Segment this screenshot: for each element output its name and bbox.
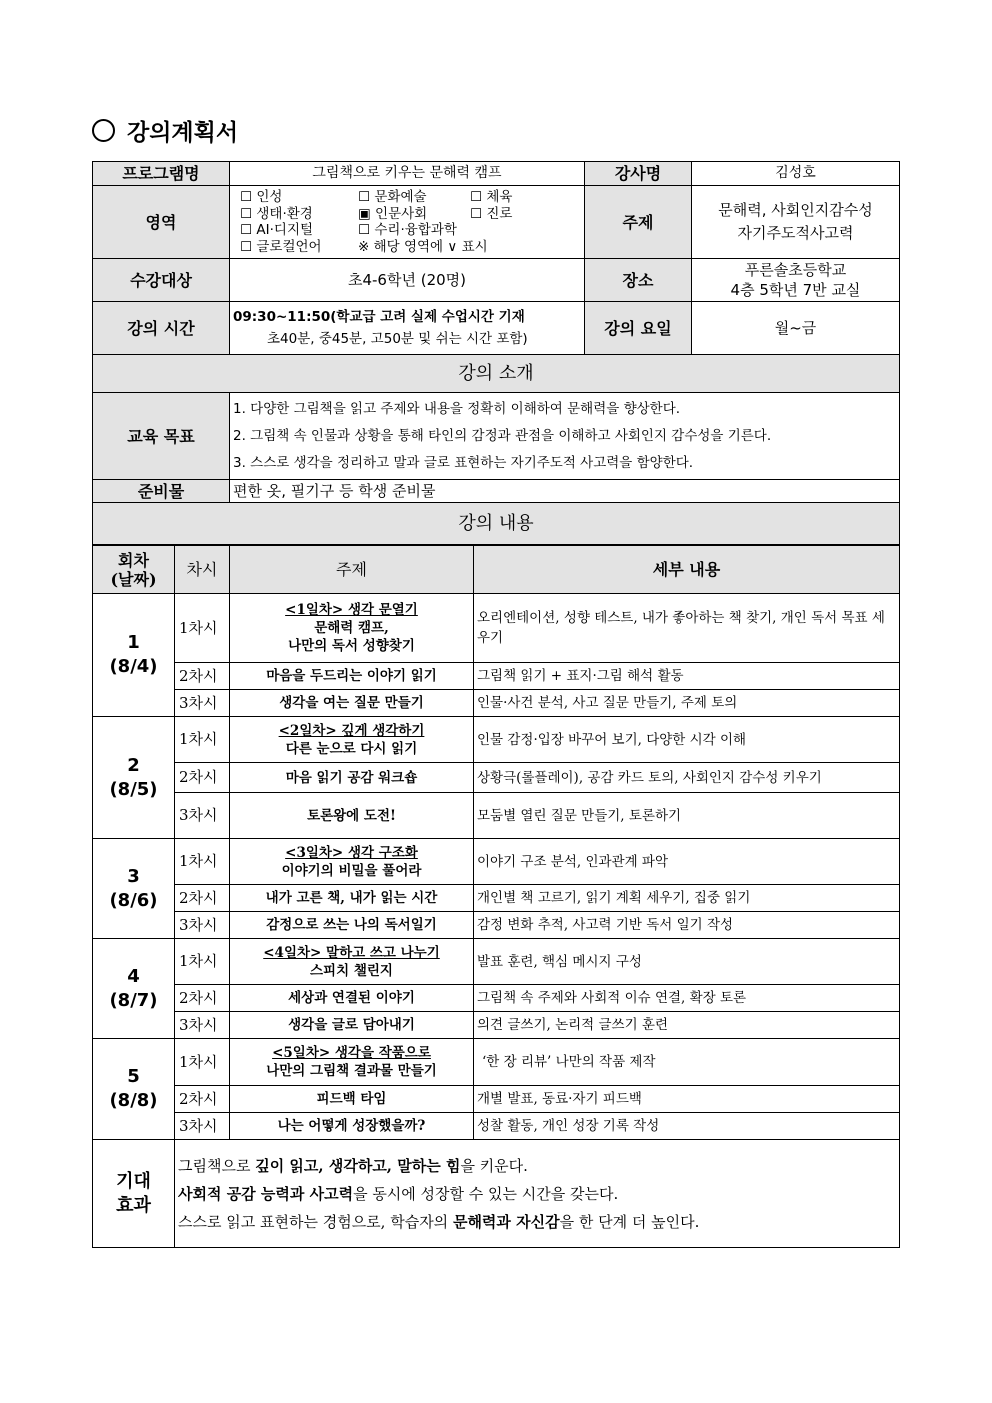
day-cell: 4 (8/7): [93, 939, 175, 1039]
session-cell: 2차시: [175, 985, 230, 1012]
info-table: [92, 161, 900, 545]
day-cell: 2 (8/5): [93, 717, 175, 839]
topic-cell: 토론왕에 도전!: [230, 793, 474, 839]
session-cell: 3차시: [175, 690, 230, 717]
session-cell: 2차시: [175, 763, 230, 793]
area-checkboxes: [230, 186, 585, 259]
table-row: [93, 1086, 900, 1113]
table-row: [93, 763, 900, 793]
header-topic: 주제: [230, 546, 474, 594]
topic-cell: <4일차> 말하고 쓰고 나누기 스피치 챌린지: [230, 939, 474, 985]
materials-label: 준비물: [93, 480, 230, 503]
detail-cell: 이야기 구조 분석, 인과관계 파악: [474, 839, 900, 885]
table-row: [93, 793, 900, 839]
table-row: [93, 912, 900, 939]
session-cell: 2차시: [175, 663, 230, 690]
instructor-label: 강사명: [585, 162, 692, 186]
detail-cell: 상황극(롤플레이), 공감 카드 토의, 사회인지 감수성 키우기: [474, 763, 900, 793]
session-cell: 3차시: [175, 912, 230, 939]
instructor-value: 김성호: [692, 162, 900, 186]
area-checkbox: ☐ AI·디지털: [240, 222, 314, 238]
session-cell: 2차시: [175, 885, 230, 912]
target-label: 수강대상: [93, 259, 230, 302]
area-checkbox: ☐ 인성: [240, 189, 283, 205]
detail-cell: 발표 훈련, 핵심 메시지 구성: [474, 939, 900, 985]
session-cell: 3차시: [175, 1012, 230, 1039]
session-cell: 3차시: [175, 1113, 230, 1140]
circle-bullet-icon: [92, 119, 115, 142]
detail-cell: 인물 감정·입장 바꾸어 보기, 다양한 시각 이해: [474, 717, 900, 763]
table-row: [93, 985, 900, 1012]
topic-cell: 세상과 연결된 이야기: [230, 985, 474, 1012]
table-row: [93, 885, 900, 912]
topic-cell: 감정으로 쓰는 나의 독서일기: [230, 912, 474, 939]
detail-cell: 모둠별 열린 질문 만들기, 토론하기: [474, 793, 900, 839]
topic-cell: 나는 어떻게 성장했을까?: [230, 1113, 474, 1140]
topic-cell: 내가 고른 책, 내가 읽는 시간: [230, 885, 474, 912]
day-cell: 3 (8/6): [93, 839, 175, 939]
detail-cell: 개별 발표, 동료·자기 피드백: [474, 1086, 900, 1113]
goal-item: 2. 그림책 속 인물과 상황을 통해 타인의 감정과 관점을 이해하고 사회인지 감수성을 기른다.: [233, 427, 772, 444]
time-label: 강의 시간: [93, 302, 230, 355]
detail-cell: 개인별 책 고르기, 읽기 계획 세우기, 집중 읽기: [474, 885, 900, 912]
topic-cell: 마음 읽기 공감 워크숍: [230, 763, 474, 793]
detail-cell: 그림책 읽기 + 표지·그림 해석 활동: [474, 663, 900, 690]
day-value: 월~금: [692, 302, 900, 355]
day-label: 강의 요일: [585, 302, 692, 355]
detail-cell: ‘한 장 리뷰’ 나만의 작품 제작: [474, 1039, 900, 1086]
goal-item: 1. 다양한 그림책을 읽고 주제와 내용을 정확히 이해하여 문해력을 향상한다.: [233, 400, 681, 417]
area-checkbox: ☐ 문화예술: [358, 189, 427, 205]
topic-cell: 피드백 타임: [230, 1086, 474, 1113]
table-row: [93, 690, 900, 717]
detail-cell: 감정 변화 추적, 사고력 기반 독서 일기 작성: [474, 912, 900, 939]
effects-row: [93, 1140, 900, 1248]
place-value: 푸른솔초등학교 4층 5학년 7반 교실: [692, 259, 900, 302]
table-row: [93, 1039, 900, 1086]
topic-cell: 생각을 글로 담아내기: [230, 1012, 474, 1039]
effects-text: 그림책으로 깊이 읽고, 생각하고, 말하는 힘을 키운다. 사회적 공감 능력과 사고력을 동시에 성장할 수 있는 시간을 갖는다. 스스로 읽고 표현하는 경험으로, 학습자의 문해력과 자신감을 한 단계 더 높인다.: [175, 1140, 900, 1248]
table-row: [93, 1113, 900, 1140]
detail-cell: 인물·사건 분석, 사고 질문 만들기, 주제 토의: [474, 690, 900, 717]
content-section-title: 강의 내용: [93, 503, 900, 545]
materials-value: 편한 옷, 필기구 등 학생 준비물: [230, 480, 900, 503]
program-label: 프로그램명: [93, 162, 230, 186]
target-value: 초4-6학년 (20명): [230, 259, 585, 302]
session-cell: 3차시: [175, 793, 230, 839]
topic-cell: <2일차> 깊게 생각하기 다른 눈으로 다시 읽기: [230, 717, 474, 763]
area-checkbox: ☐ 생태·환경: [240, 205, 313, 222]
intro-section-title: 강의 소개: [93, 355, 900, 393]
topic-cell: 마음을 두드리는 이야기 읽기: [230, 663, 474, 690]
place-label: 장소: [585, 259, 692, 302]
header-day: 회차 (날짜): [93, 546, 175, 594]
theme-value: 문해력, 사회인지감수성 자기주도적사고력: [692, 186, 900, 259]
day-cell: 1 (8/4): [93, 594, 175, 717]
time-value: 09:30~11:50(학교급 고려 실제 수업시간 기재 초40분, 중45분, 고50분 및 쉬는 시간 포함): [230, 302, 585, 355]
table-row: [93, 717, 900, 763]
table-row: [93, 594, 900, 663]
area-checkbox: ☐ 체육: [470, 189, 513, 205]
area-checkbox: ☐ 수리·융합과학: [358, 222, 457, 238]
day-cell: 5 (8/8): [93, 1039, 175, 1140]
goal-label: 교육 목표: [93, 393, 230, 480]
session-cell: 1차시: [175, 1039, 230, 1086]
table-row: [93, 663, 900, 690]
header-session: 차시: [175, 546, 230, 594]
session-cell: 1차시: [175, 717, 230, 763]
session-cell: 1차시: [175, 939, 230, 985]
detail-cell: 의견 글쓰기, 논리적 글쓰기 훈련: [474, 1012, 900, 1039]
theme-label: 주제: [585, 186, 692, 259]
header-detail: 세부 내용: [474, 546, 900, 594]
detail-cell: 그림책 속 주제와 사회적 이슈 연결, 확장 토론: [474, 985, 900, 1012]
area-checkbox: ☐ 글로컬언어: [240, 238, 322, 255]
area-checkbox: ☐ 진로: [470, 205, 513, 222]
table-row: [93, 1012, 900, 1039]
detail-cell: 오리엔테이션, 성향 테스트, 내가 좋아하는 책 찾기, 개인 독서 목표 세우기: [474, 594, 900, 663]
session-cell: 1차시: [175, 594, 230, 663]
program-value: 그림책으로 키우는 문해력 캠프: [230, 162, 585, 186]
detail-cell: 성찰 활동, 개인 성장 기록 작성: [474, 1113, 900, 1140]
session-cell: 2차시: [175, 1086, 230, 1113]
schedule-table: [92, 545, 900, 1248]
area-note: ※ 해당 영역에 ∨ 표시: [358, 238, 488, 255]
effects-label: 기대 효과: [93, 1140, 175, 1248]
topic-cell: <1일차> 생각 문열기 문해력 캠프, 나만의 독서 성향찾기: [230, 594, 474, 663]
table-row: [93, 839, 900, 885]
topic-cell: <5일차> 생각을 작품으로 나만의 그림책 결과물 만들기: [230, 1039, 474, 1086]
document-title: 강의계획서: [92, 114, 238, 147]
goal-item: 3. 스스로 생각을 정리하고 말과 글로 표현하는 자기주도적 사고력을 함양한다.: [233, 454, 694, 471]
topic-cell: <3일차> 생각 구조화 이야기의 비밀을 풀어라: [230, 839, 474, 885]
area-label: 영역: [93, 186, 230, 259]
topic-cell: 생각을 여는 질문 만들기: [230, 690, 474, 717]
session-cell: 1차시: [175, 839, 230, 885]
table-row: [93, 939, 900, 985]
goal-list: [230, 393, 900, 480]
area-checkbox: ▣ 인문사회: [358, 205, 428, 222]
